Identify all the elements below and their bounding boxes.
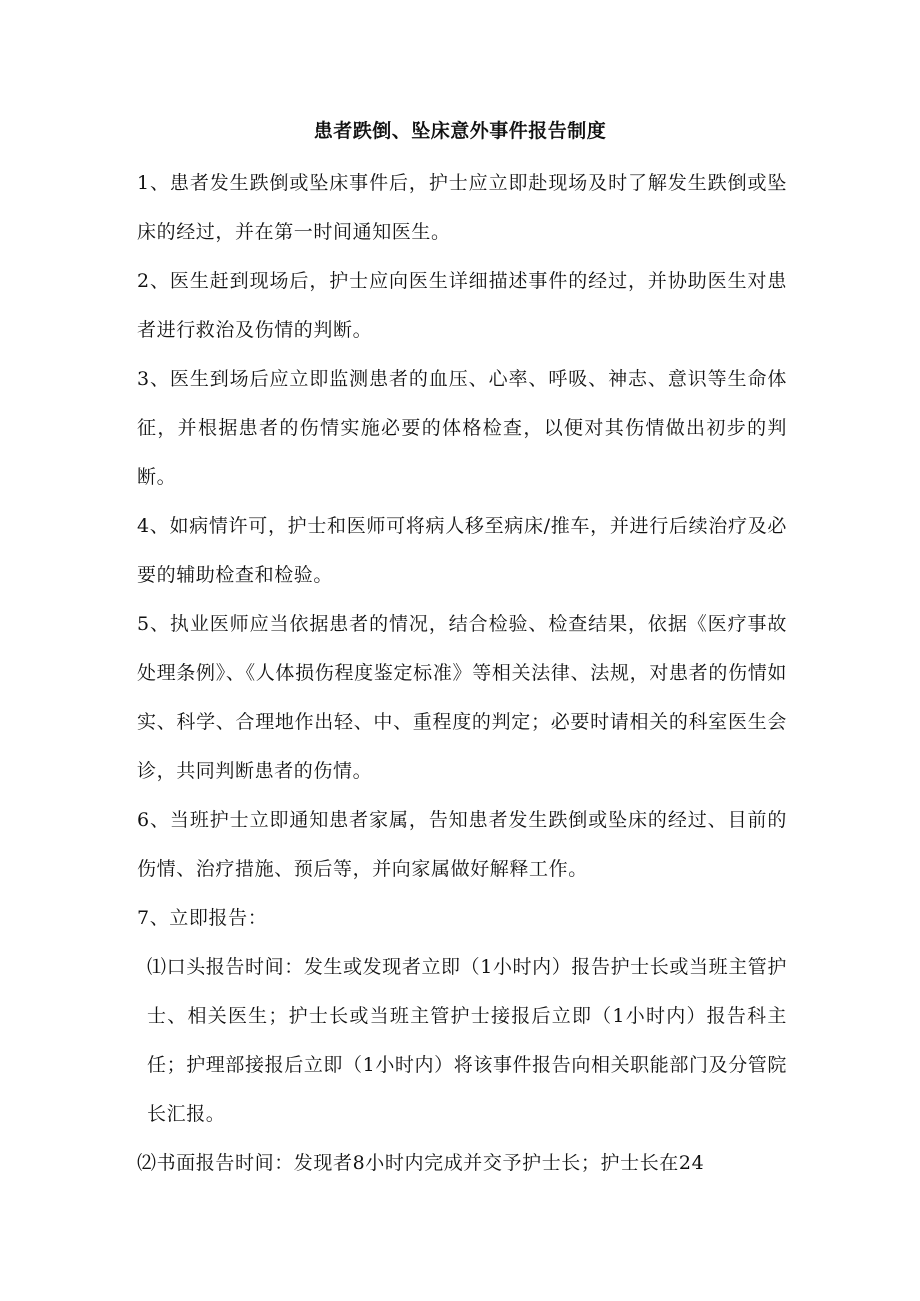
paragraph-4: 4、如病情许可，护士和医师可将病人移至病床/推车，并进行后续治疗及必要的辅助检查和检验。 xyxy=(137,515,787,586)
paragraph-2: 2、医生赶到现场后，护士应向医生详细描述事件的经过，并协助医生对患者进行救治及伤情的判断。 xyxy=(137,270,787,341)
document-title: 患者跌倒、坠床意外事件报告制度 xyxy=(313,120,607,142)
paragraph-1: 1、患者发生跌倒或坠床事件后，护士应立即赴现场及时了解发生跌倒或坠床的经过，并在第一时间通知医生。 xyxy=(137,172,787,243)
sub-item-written-report: ⑵书面报告时间：发现者8小时内完成并交予护士长；护士长在24 xyxy=(137,1152,705,1174)
paragraph-3: 3、医生到场后应立即监测患者的血压、心率、呼吸、神志、意识等生命体征，并根据患者的伤情实施必要的体格检查，以便对其伤情做出初步的判断。 xyxy=(137,368,787,488)
paragraph-7: 7、立即报告： xyxy=(137,907,268,929)
paragraph-6: 6、当班护士立即通知患者家属，告知患者发生跌倒或坠床的经过、目前的伤情、治疗措施、预后等，并向家属做好解释工作。 xyxy=(137,809,787,880)
paragraph-5: 5、执业医师应当依据患者的情况，结合检验、检查结果，依据《医疗事故处理条例》、《人体损伤程度鉴定标准》等相关法律、法规，对患者的伤情如实、科学、合理地作出轻、中、重程度的判定；必要时请相关的科室医生会诊，共同判断患者的伤情。 xyxy=(137,613,787,782)
sub-item-oral-report: ⑴口头报告时间：发生或发现者立即（1小时内）报告护士长或当班主管护士、相关医生；护士长或当班主管护士接报后立即（1小时内）报告科主任；护理部接报后立即（1小时内）将该事件报告向相关职能部门及分管院长汇报。 xyxy=(147,956,787,1125)
